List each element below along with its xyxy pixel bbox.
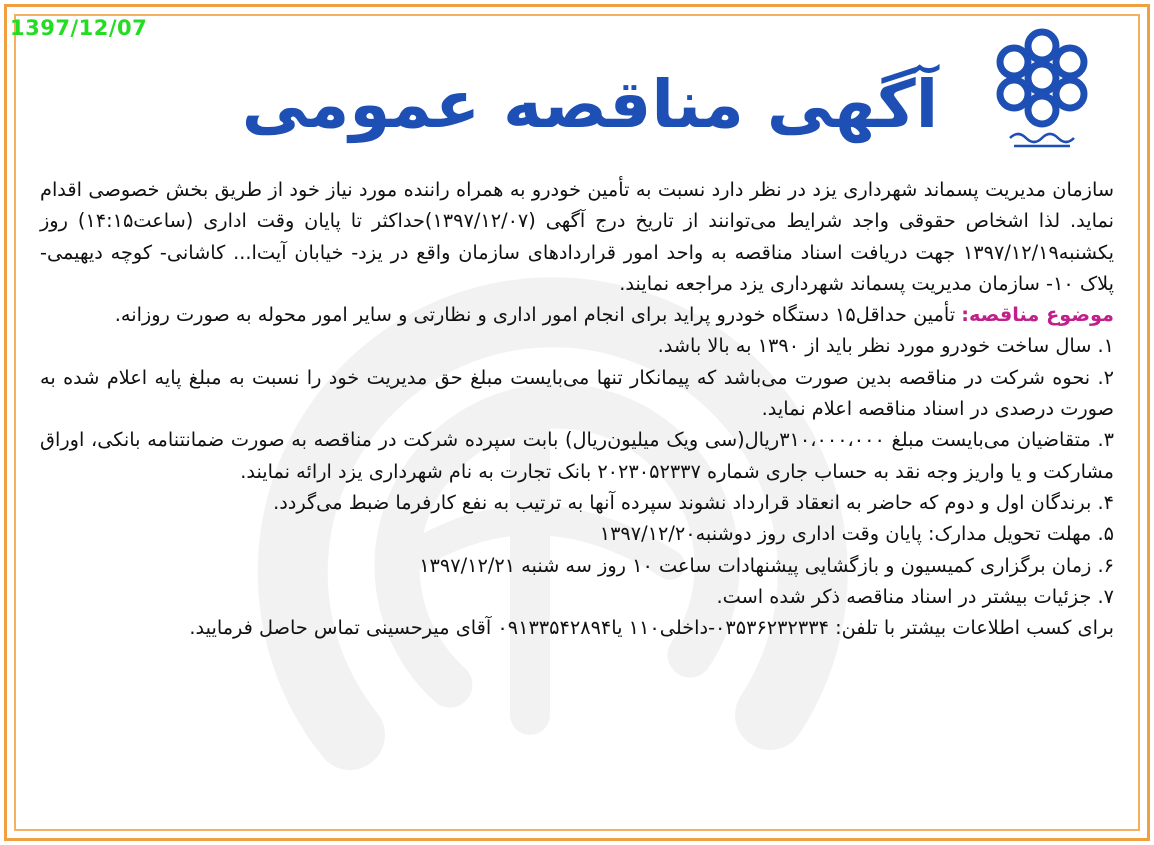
page-title: آگهی مناقصه عمومی xyxy=(241,66,939,143)
list-item: ۶. زمان برگزاری کمیسیون و بازگشایی پیشنهادات ساعت ۱۰ روز سه شنبه ۱۳۹۷/۱۲/۲۱ xyxy=(419,553,1114,577)
notice-body xyxy=(40,174,1114,643)
list-item: ۳. متقاضیان می‌بایست مبلغ ۳۱۰،۰۰۰،۰۰۰ریال(سی ویک میلیون‌ریال) بابت سپرده شرکت در مناقصه به صورت ضمانتنامه بانکی، اوراق مشارکت و یا واریز وجه نقد به حساب جاری شماره ۲۰۲۳۰۵۲۳۳۷ بانک تجارت به نام شهرداری یزد ارائه نمایند. xyxy=(40,428,1114,483)
subject-paragraph xyxy=(40,299,1114,330)
list-item: ۱. سال ساخت خودرو مورد نظر باید از ۱۳۹۰ به بالا باشد. xyxy=(657,334,1114,358)
intro-paragraph: سازمان مدیریت پسماند شهرداری یزد در نظر دارد نسبت به تأمین خودرو به همراه راننده مورد نیاز خود از طریق بخش خصوصی اقدام نماید. لذا اشخاص حقوقی واجد شرایط می‌توانند از تاریخ درج آگهی (۱۳۹۷/۱۲/۰۷)حداکثر تا پایان وقت اداری (ساعت۱۴:۱۵) روز یکشنبه۱۳۹۷/۱۲/۱۹ جهت دریافت اسناد مناقصه به واحد امور قراردادهای سازمان واقع در یزد- خیابان آیت‌ا... کاشانی- کوچه دیهیمی- پلاک ۱۰- سازمان مدیریت پسماند شهرداری یزد مراجعه نمایند. xyxy=(40,178,1114,295)
list-item: ۷. جزئیات بیشتر در اسناد مناقصه ذکر شده است. xyxy=(716,584,1114,608)
list-item: ۵. مهلت تحویل مدارک: پایان وقت اداری روز دوشنبه۱۳۹۷/۱۲/۲۰ xyxy=(599,522,1114,546)
date-stamp: 1397/12/07 xyxy=(10,16,148,40)
list-item: ۲. نحوه شرکت در مناقصه بدین صورت می‌باشد که پیمانکار تنها می‌بایست مبلغ حق مدیریت خود را نسبت به مبلغ پایه اعلام شده به صورت درصدی در اسناد مناقصه اعلام نماید. xyxy=(40,365,1114,421)
contact-paragraph: برای کسب اطلاعات بیشتر با تلفن: ۰۳۵۳۶۲۳۲۳۳۴-داخلی۱۱۰ یا۰۹۱۳۳۵۴۲۸۹۴ آقای میرحسینی تماس حاصل فرمایید. xyxy=(189,616,1114,640)
subject-text: تأمین حداقل۱۵ دستگاه خودرو پراید برای انجام امور اداری و نظارتی و سایر امور محوله به صورت روزانه. xyxy=(114,303,962,327)
subject-label: موضوع مناقصه: xyxy=(961,303,1114,327)
list-item: ۴. برندگان اول و دوم که حاضر به انعقاد قرارداد نشوند سپرده آنها به ترتیب به نفع کارفرما ضبط می‌گردد. xyxy=(273,490,1114,514)
